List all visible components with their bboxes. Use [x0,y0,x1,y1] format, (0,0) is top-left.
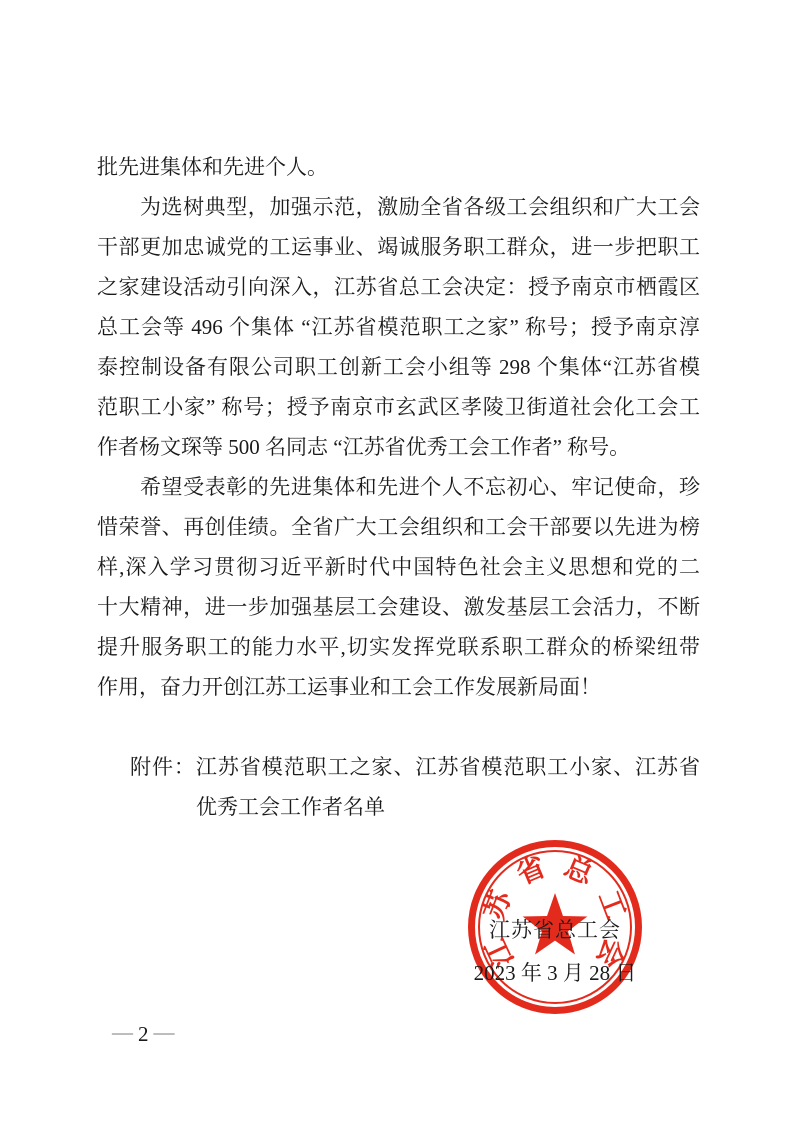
seal-char: 会 [589,933,630,972]
body-line: 泰控制设备有限公司职工创新工会小组等 298 个集体“江苏省模 [97,355,700,379]
seal-char: 江 [480,933,521,972]
body-line: 作者杨文琛等 500 名同志 “江苏省优秀工会工作者” 称号。 [97,435,631,459]
body-line: 样,深入学习贯彻习近平新时代中国特色社会主义思想和党的二 [97,555,700,579]
issuer-signature: 江苏省总工会 [489,918,621,942]
seal-char: 苏 [479,886,519,924]
body-line: 之家建设活动引向深入，江苏省总工会决定：授予南京市栖霞区 [97,275,700,299]
body-line: 提升服务职工的能力水平,切实发挥党联系职工群众的桥梁纽带 [97,635,700,659]
document-body [97,147,700,707]
page-number-value: 2 [138,1022,149,1046]
body-line: 总工会等 496 个集体 “江苏省模范职工之家” 称号；授予南京淳 [97,315,700,339]
issue-date: 2023 年 3 月 28 日 [473,961,637,985]
body-line: 为选树典型，加强示范，激励全省各级工会组织和广大工会 [140,195,700,219]
seal-char: 工 [591,886,631,924]
body-line: 干部更加忠诚党的工运事业、竭诚服务职工群众，进一步把职工 [97,235,700,259]
attachment-line: 附件：江苏省模范职工之家、江苏省模范职工小家、江苏省 [130,755,700,779]
seal-char: 省 [512,851,551,892]
page-number-dash: — [112,1020,133,1044]
body-line: 批先进集体和先进个人。 [97,155,328,179]
seal-char: 总 [559,851,598,892]
body-line: 十大精神，进一步加强基层工会建设、激发基层工会活力，不断 [97,595,700,619]
body-line: 作用，奋力开创江苏工运事业和工会工作发展新局面！ [97,675,601,699]
page-number [112,1022,175,1046]
body-line: 范职工小家” 称号；授予南京市玄武区孝陵卫街道社会化工会工 [97,395,700,419]
attachment-note [97,747,700,827]
page-number-dash: — [153,1020,175,1044]
body-line: 惜荣誉、再创佳绩。全省广大工会组织和工会干部要以先进为榜 [97,515,700,539]
body-line: 希望受表彰的先进集体和先进个人不忘初心、牢记使命，珍 [140,475,700,499]
attachment-line: 优秀工会工作者名单 [196,795,385,819]
